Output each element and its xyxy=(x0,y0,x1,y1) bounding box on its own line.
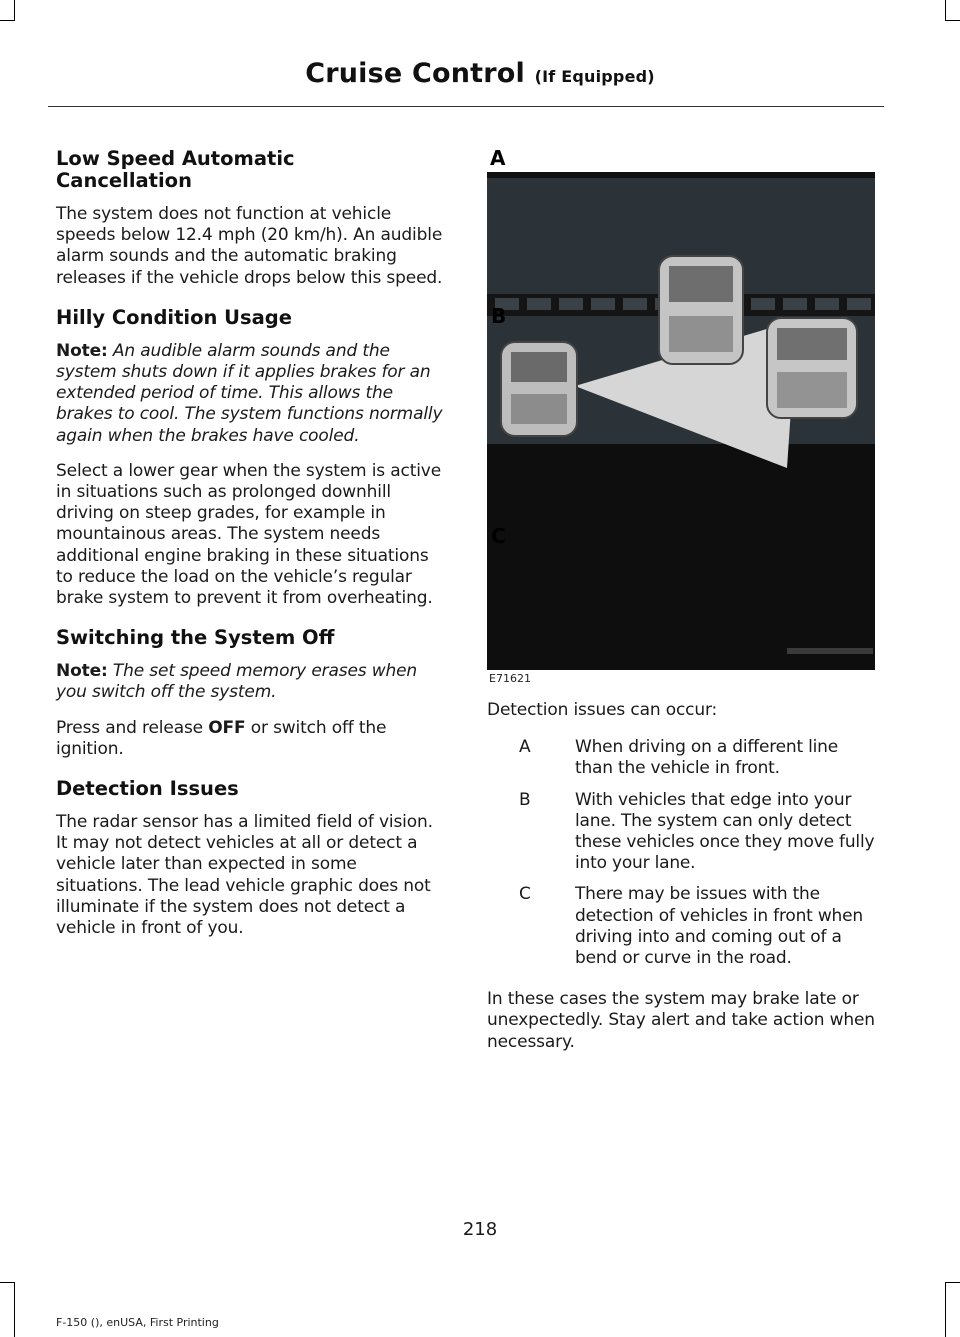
header-rule xyxy=(48,106,884,107)
crop-mark xyxy=(14,1282,15,1337)
page-title-main: Cruise Control xyxy=(305,58,525,89)
section-heading: Switching the System Off xyxy=(56,626,335,650)
page-title-subtitle: (If Equipped) xyxy=(534,67,655,86)
footer-text: F-150 (), enUSA, First Printing xyxy=(56,1316,219,1329)
crop-mark xyxy=(0,20,15,21)
paragraph: The system does not function at vehicle speeds below 12.4 mph (20 km/h). An audible alarm sounds and the automatic braking releases if the vehicle drops below this speed. xyxy=(56,204,443,288)
list-item-letter: C xyxy=(519,884,531,905)
right-column xyxy=(487,148,879,1067)
figure-label-b: B xyxy=(491,304,507,328)
note-label: Note: xyxy=(56,340,108,361)
crop-mark xyxy=(945,0,946,20)
note-text: The set speed memory erases when you switch off the system. xyxy=(56,661,418,703)
keyword-off: OFF xyxy=(208,717,246,738)
crop-mark xyxy=(945,20,960,21)
paragraph: The radar sensor has a limited field of vision. It may not detect vehicles at all or detect a vehicle later than expected in some situations. The lead vehicle graphic does not illuminate if the system does not detect a vehicle in front of you. xyxy=(56,812,433,939)
left-column xyxy=(56,148,448,953)
list-item xyxy=(487,884,879,969)
note-text: An audible alarm sounds and the system shuts down if it applies brakes for an extended period of time. This allows the brakes to cool. The system functions normally again when the brakes have cooled. xyxy=(56,340,443,446)
text: or switch off the ignition. xyxy=(56,717,387,759)
detection-illustration xyxy=(487,172,879,670)
paragraph: Select a lower gear when the system is active in situations such as prolonged downhill driving on steep grades, for example in mountainous areas. The system needs additional engine braking in these situations to reduce the load on the vehicle’s regular brake system to prevent it from overheating. xyxy=(56,460,441,609)
issue-list xyxy=(487,737,879,969)
list-item-letter: B xyxy=(519,789,531,810)
detection-figure xyxy=(487,148,879,688)
section-heading: Low Speed Automatic Cancellation xyxy=(56,147,295,192)
section-heading: Hilly Condition Usage xyxy=(56,305,292,329)
crop-mark xyxy=(945,1282,960,1283)
section-heading: Detection Issues xyxy=(56,777,239,801)
list-item-text: There may be issues with the detection of vehicles in front when driving into and coming out of a bend or curve in the road. xyxy=(575,884,863,969)
list-item-letter: A xyxy=(519,737,531,758)
text: Press and release xyxy=(56,717,203,738)
crop-mark xyxy=(0,1282,15,1283)
list-item-text: When driving on a different line than the vehicle in front. xyxy=(575,737,839,779)
list-intro: Detection issues can occur: xyxy=(487,700,718,720)
note xyxy=(56,661,448,703)
crop-mark xyxy=(14,0,15,20)
paragraph xyxy=(56,718,448,760)
paragraph: In these cases the system may brake late or unexpectedly. Stay alert and take action when necessary. xyxy=(487,989,875,1052)
note-label: Note: xyxy=(56,661,108,682)
list-item-text: With vehicles that edge into your lane. The system can only detect these vehicles once they move fully into your lane. xyxy=(575,789,875,874)
page-number: 218 xyxy=(462,1219,498,1240)
note xyxy=(56,341,448,447)
figure-code: E71621 xyxy=(489,672,531,685)
list-item xyxy=(487,737,879,779)
list-item xyxy=(487,790,879,875)
figure-label-a: A xyxy=(490,146,506,170)
figure-label-c: C xyxy=(491,524,506,548)
page-title xyxy=(0,58,960,89)
crop-mark xyxy=(945,1282,946,1337)
